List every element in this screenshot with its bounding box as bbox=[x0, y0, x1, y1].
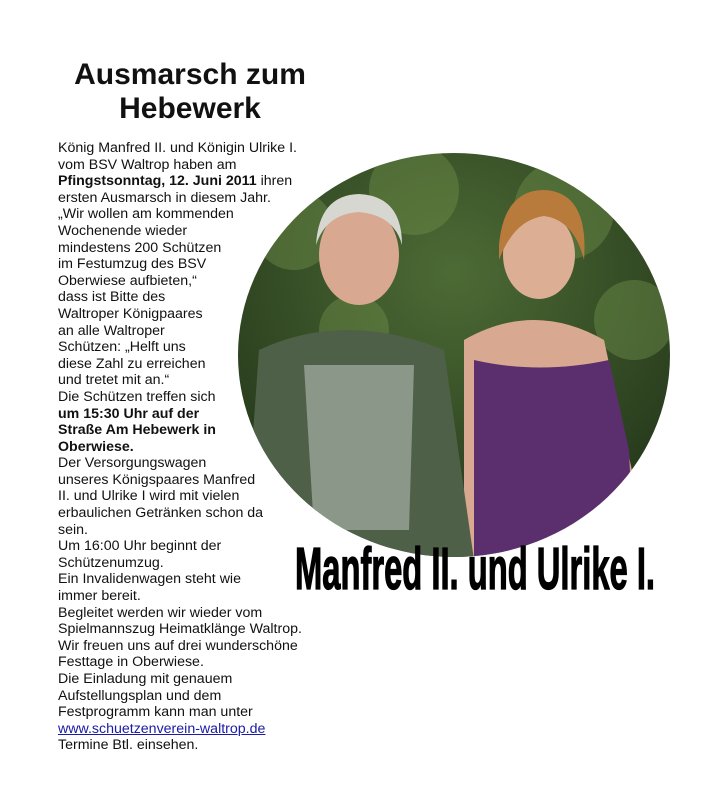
body-text-run: „Wir wollen am kommenden bbox=[58, 206, 234, 223]
body-text-run: Schützenumzug. bbox=[58, 554, 164, 571]
body-text-run: Oberwiese. bbox=[58, 438, 134, 455]
title-line-2: Hebewerk bbox=[119, 92, 261, 125]
body-text-run: Termine Btl. einsehen. bbox=[58, 737, 199, 754]
body-text-run: König Manfred II. und Königin Ulrike I. bbox=[58, 140, 297, 156]
body-text-run: Ein Invalidenwagen steht wie bbox=[58, 571, 241, 588]
body-text-run: erbaulichen Getränken schon da bbox=[58, 505, 264, 522]
body-text-run: Oberwiese aufbieten,“ bbox=[58, 272, 197, 289]
body-text-run: an alle Waltroper bbox=[58, 322, 165, 339]
body-line bbox=[58, 638, 358, 655]
body-text-run: Straße Am Hebewerk in bbox=[58, 422, 216, 439]
couple-photo bbox=[234, 150, 674, 560]
photo-caption bbox=[285, 500, 665, 635]
title-line-1: Ausmarsch zum bbox=[74, 58, 306, 91]
body-line bbox=[58, 671, 358, 688]
body-text-run: und tretet mit an.“ bbox=[58, 372, 170, 389]
body-text-run: dass ist Bitte des bbox=[58, 289, 166, 306]
body-text-run: Festprogramm kann man unter bbox=[58, 704, 253, 721]
body-text-run: Aufstellungsplan und dem bbox=[58, 687, 222, 704]
body-text-run: sein. bbox=[58, 521, 88, 538]
body-text-run: diese Zahl zu erreichen bbox=[58, 355, 206, 372]
body-text-run: ihren bbox=[256, 173, 293, 190]
body-text-run: Waltroper Königpaares bbox=[58, 305, 203, 322]
body-text-run: immer bereit. bbox=[58, 588, 141, 605]
body-text-run: Schützen: „Helft uns bbox=[58, 339, 186, 356]
body-text-run: Begleitet werden wir wieder vom bbox=[58, 604, 263, 621]
body-text-run: vom BSV Waltrop haben am bbox=[58, 156, 237, 173]
body-text-run: Festtage in Oberwiese. bbox=[58, 654, 204, 671]
body-text-run: Spielmannszug Heimatklänge Waltrop. bbox=[58, 621, 302, 638]
body-line bbox=[58, 704, 358, 721]
body-text-run: Wochenende wieder bbox=[58, 222, 188, 239]
body-text-run: um 15:30 Uhr auf der bbox=[58, 405, 200, 422]
body-text-run: mindestens 200 Schützen bbox=[58, 239, 222, 256]
caption-text: Manfred II. und Ulrike I. bbox=[294, 536, 655, 603]
body-text-run: Die Schützen treffen sich bbox=[58, 388, 216, 405]
body-line bbox=[58, 654, 358, 671]
body-text-run: Um 16:00 Uhr beginnt der bbox=[58, 538, 222, 555]
body-line bbox=[58, 737, 358, 754]
body-text-run: II. und Ulrike I wird mit vielen bbox=[58, 488, 240, 505]
article-title bbox=[40, 58, 340, 126]
body-text-run: ersten Ausmarsch in diesem Jahr. bbox=[58, 189, 271, 206]
body-text-run: Pfingstsonntag, 12. Juni 2011 bbox=[58, 173, 257, 190]
body-text-run: Der Versorgungswagen bbox=[58, 455, 207, 472]
website-link[interactable]: www.schuetzenverein-waltrop.de bbox=[58, 720, 266, 737]
body-text-run: unseres Königspaares Manfred bbox=[58, 471, 256, 488]
body-line bbox=[58, 721, 358, 738]
body-text-run: Die Einladung mit genauem bbox=[58, 671, 233, 687]
body-line bbox=[58, 688, 358, 705]
body-text-run: im Festumzug des BSV bbox=[58, 256, 207, 273]
body-text-run: Wir freuen uns auf drei wunderschöne bbox=[58, 637, 298, 654]
